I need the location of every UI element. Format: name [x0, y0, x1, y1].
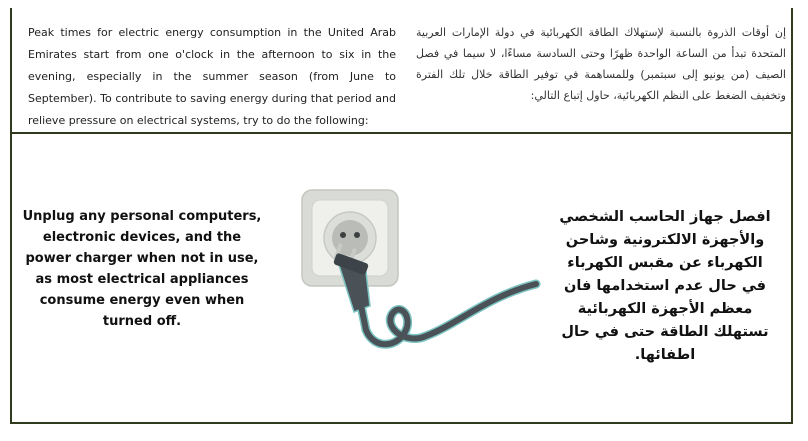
tip-text-english: Unplug any personal computers, electronic devices, and the power charger when not in use, as most electrical appliances consume energy even when turned off.: [22, 209, 262, 329]
socket-hole-right: [354, 232, 360, 238]
unplugged-power-plug-icon: [288, 180, 548, 355]
intro-text-english: Peak times for electric energy consumption in the United Arab Emirates start from one o'clock in the afternoon to six in the evening, especially in the summer season (from June to September). To contribute to saving energy during that period and relieve pressure on electrical systems, try to do the following:: [28, 26, 396, 127]
tip-text-arabic: افصل جهاز الحاسب الشخصي والأجهزة الالكترونية وشاحن الكهرباء عن مقبس الكهرباء في حال عدم استخدامها فان معظم الأجهزة الكهربائية تستهلك الطاقة حتى في حال اطفائها.: [559, 209, 771, 363]
cable: [358, 284, 536, 344]
section-divider: [10, 132, 793, 134]
socket-hole-left: [340, 232, 346, 238]
intro-text-arabic: إن أوقات الذروة بالنسبة لإستهلاك الطاقة الكهربائية في دولة الإمارات العربية المتحدة تبدأ من الساعة الواحدة ظهرًا وحتى السادسة مساءًا، لا سيما في فصل الصيف (من يونيو إلى سبتمبر) وللمساهمة في توفير الطاقة خلال تلك الفترة وتخفيف الضغط على النظم الكهربائية، حاول إتباع التالي:: [416, 26, 786, 102]
